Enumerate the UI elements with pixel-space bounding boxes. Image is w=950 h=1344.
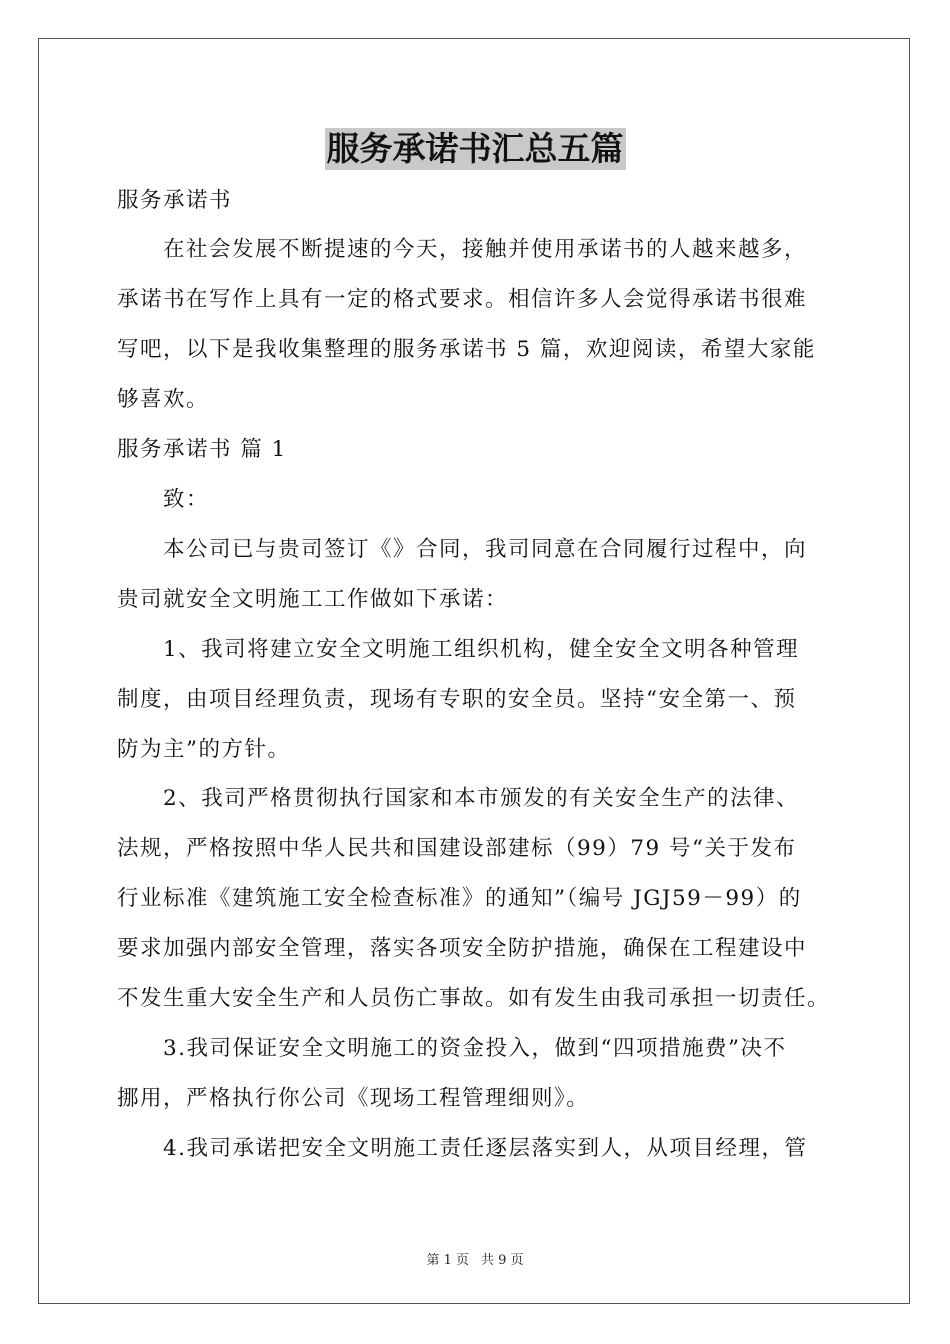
paragraph-line: 写吧，以下是我收集整理的服务承诺书 5 篇，欢迎阅读，希望大家能 (117, 337, 816, 362)
document-title: 服务承诺书汇总五篇 (326, 129, 624, 168)
paragraph-line: 防为主”的方针。 (117, 737, 291, 762)
paragraph-line: 承诺书在写作上具有一定的格式要求。相信许多人会觉得承诺书很难 (117, 287, 808, 312)
page-border (38, 38, 910, 1304)
page-footer (0, 1249, 950, 1268)
paragraph-line: 1、我司将建立安全文明施工组织机构，健全安全文明各种管理 (163, 637, 800, 662)
section-heading: 服务承诺书 篇 1 (117, 437, 287, 462)
paragraph-line: 致： (163, 487, 210, 512)
paragraph-line: 本公司已与贵司签订《》合同，我司同意在合同履行过程中，向 (163, 537, 808, 562)
paragraph-line: 行业标准《建筑施工安全检查标准》的通知”（编号 JGJ59－99）的 (117, 886, 802, 911)
paragraph-line: 2、我司严格贯彻执行国家和本市颁发的有关安全生产的法律、 (163, 786, 800, 811)
paragraph-line: 在社会发展不断提速的今天，接触并使用承诺书的人越来越多， (163, 237, 808, 262)
paragraph-line: 3.我司保证安全文明施工的资金投入，做到“四项措施费”决不 (163, 1036, 787, 1061)
paragraph-line: 不发生重大安全生产和人员伤亡事故。如有发生由我司承担一切责任。 (117, 986, 831, 1011)
page-total: 共 9 页 (481, 1253, 524, 1268)
paragraph-line: 制度，由项目经理负责，现场有专职的安全员。坚持“安全第一、预 (117, 687, 797, 712)
title-container (0, 128, 950, 170)
paragraph-line: 4.我司承诺把安全文明施工责任逐层落实到人，从项目经理，管 (163, 1136, 808, 1161)
paragraph-line: 贵司就安全文明施工工作做如下承诺： (117, 587, 509, 612)
page-number: 第 1 页 (426, 1253, 469, 1268)
paragraph-line: 法规，严格按照中华人民共和国建设部建标（99）79 号“关于发布 (117, 836, 797, 861)
section-heading: 服务承诺书 (117, 188, 233, 213)
paragraph-line: 够喜欢。 (117, 387, 210, 412)
paragraph-line: 要求加强内部安全管理，落实各项安全防护措施，确保在工程建设中 (117, 936, 808, 961)
paragraph-line: 挪用，严格执行你公司《现场工程管理细则》。 (117, 1086, 590, 1111)
